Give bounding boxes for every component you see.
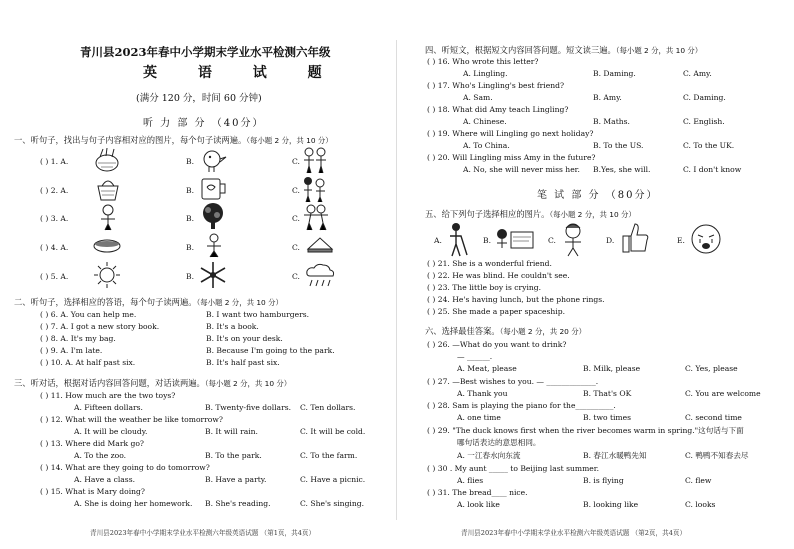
- dancing-kids-icon: [302, 203, 330, 231]
- answer-option: B. Milk, please: [583, 364, 641, 373]
- answer-option: C. To the farm.: [300, 451, 358, 460]
- answer-option: B. looking like: [583, 500, 639, 509]
- answer-option: C. Daming.: [683, 93, 726, 102]
- question-number: ( ) 4. A.: [40, 243, 69, 252]
- question-item: ( ) 21. She is a wonderful friend.: [427, 259, 552, 268]
- section-points: （每小题 2 分，共 10 分）: [549, 210, 636, 219]
- section-1-heading: [14, 134, 333, 146]
- hotdog-icon: [92, 235, 122, 255]
- bird-icon: [200, 147, 228, 173]
- question-number: ( ) 2. A.: [40, 186, 69, 195]
- question-number: ( ) 3. A.: [40, 214, 69, 223]
- answer-option: B. Because I'm going to the park.: [206, 346, 335, 355]
- option-label: C.: [292, 186, 300, 195]
- question-line: — ______.: [457, 352, 493, 361]
- question-item: ( ) 10. A. At half past six.: [40, 358, 136, 367]
- answer-option: B. two times: [583, 413, 632, 422]
- answer-option: A. Lingling.: [463, 69, 508, 78]
- answer-option: B. Maths.: [593, 117, 630, 126]
- answer-option: B. To the park.: [205, 451, 262, 460]
- section-heading-text: 二、听句子，选择相应的答语，每个句子读两遍。: [14, 297, 197, 307]
- boy-with-paper-icon: [493, 226, 535, 254]
- section-points: （每小题 2 分，共 10 分）: [196, 298, 283, 307]
- thumbs-up-icon: [617, 220, 651, 256]
- section-5-heading: [425, 208, 636, 220]
- answer-option: B. That's OK: [583, 389, 632, 398]
- answer-option: A. Have a class.: [74, 475, 136, 484]
- answer-option: B. Daming.: [593, 69, 636, 78]
- section-heading-text: 一、听句子，找出与句子内容相对应的图片，每个句子读两遍。: [14, 135, 247, 145]
- answer-option: B. I want two hamburgers.: [206, 310, 310, 319]
- section-6-heading: [425, 325, 586, 337]
- answer-option: A. Sam.: [463, 93, 493, 102]
- exam-title: 青川县2023年春中小学期末学业水平检测六年级: [80, 45, 331, 59]
- section-heading-text: 四、听短文，根据短文内容回答问题。短文读三遍。: [425, 45, 616, 55]
- answer-option: C. I don't know: [683, 165, 742, 174]
- answer-option: A. It will be cloudy.: [74, 427, 148, 436]
- answer-option: B. It's half past six.: [206, 358, 280, 367]
- answer-option: A. Fifteen dollars.: [74, 403, 143, 412]
- question-item: ( ) 27. —Best wishes to you. — _____________.: [427, 377, 599, 386]
- answer-option: C. English.: [683, 117, 725, 126]
- question-item: ( ) 25. She made a paper spaceship.: [427, 307, 565, 316]
- answer-option: A. look like: [457, 500, 500, 509]
- answer-option: B. Have a party.: [205, 475, 267, 484]
- option-label: B.: [186, 214, 194, 223]
- answer-option: A. Thank you: [457, 389, 508, 398]
- question-number: ( ) 1. A.: [40, 157, 69, 166]
- answer-option: A. one time: [457, 413, 501, 422]
- question-item: ( ) 26. —What do you want to drink?: [427, 340, 567, 349]
- answer-option: B. is flying: [583, 476, 624, 485]
- crying-face-icon: [689, 222, 723, 256]
- question-item: ( ) 9. A. I'm late.: [40, 346, 103, 355]
- option-label: B.: [186, 243, 194, 252]
- subject-title: 英 语 试 题: [143, 65, 340, 81]
- answer-option: C. She's singing.: [300, 499, 365, 508]
- question-item: ( ) 19. Where will Lingling go next holiday?: [427, 129, 594, 138]
- option-label: B.: [186, 272, 194, 281]
- question-item: ( ) 16. Who wrote this letter?: [427, 57, 539, 66]
- answer-option: C. To the UK.: [683, 141, 735, 150]
- section-points: （每小题 2 分，共 20 分）: [499, 327, 587, 336]
- question-item: ( ) 30 . My aunt _____ to Beijing last summer.: [427, 464, 600, 473]
- picture-label: B.: [483, 236, 491, 245]
- answer-option: A. To the zoo.: [74, 451, 127, 460]
- question-item: ( ) 24. He's having lunch, but the phone rings.: [427, 295, 605, 304]
- picture-label: D.: [606, 236, 615, 245]
- sandwich-icon: [306, 235, 334, 255]
- question-line: 哪句话表达的意思相同。: [457, 438, 541, 447]
- answer-option: A. To China.: [463, 141, 510, 150]
- picture-label: E.: [677, 236, 685, 245]
- answer-option: C. Ten dollars.: [300, 403, 356, 412]
- question-item: ( ) 28. Sam is playing the piano for the__________.: [427, 401, 616, 410]
- answer-option: C. looks: [685, 500, 716, 509]
- question-item: ( ) 31. The bread____ nice.: [427, 488, 528, 497]
- option-label: B.: [186, 186, 194, 195]
- answer-option: A. flies: [457, 476, 484, 485]
- answer-option: B. 春江水暖鸭先知: [583, 451, 647, 460]
- answer-option: C. Have a picnic.: [300, 475, 366, 484]
- rain-cloud-icon: [304, 262, 336, 290]
- option-label: B.: [186, 157, 194, 166]
- question-number: ( ) 5. A.: [40, 272, 69, 281]
- exam-page-2: [397, 0, 794, 549]
- answer-option: B. It will rain.: [205, 427, 258, 436]
- exam-info: (满分 120 分，时间 60 分钟): [136, 93, 262, 104]
- section-heading-text: 五、给下列句子选择相应的图片。: [425, 209, 550, 219]
- answer-option: C. 鸭鸭不知春去尽: [685, 451, 749, 460]
- question-item: ( ) 29. "The duck knows first when the river becomes warm in spring."这句话与下面: [427, 426, 744, 435]
- pineapple-icon: [92, 147, 122, 173]
- children-group-icon: [300, 175, 330, 203]
- answer-option: A. She is doing her homework.: [74, 499, 193, 508]
- picture-label: C.: [548, 236, 556, 245]
- answer-option: C. Amy.: [683, 69, 712, 78]
- section-points: （每小题 2 分，共 10 分）: [615, 46, 703, 55]
- basket-icon: [95, 176, 121, 202]
- section-2-heading: [14, 296, 283, 308]
- person-icon: [200, 232, 228, 258]
- question-item: ( ) 22. He was blind. He couldn't see.: [427, 271, 570, 280]
- answer-option: A. Chinese.: [463, 117, 507, 126]
- listening-part-heading: 听 力 部 分 （40分）: [143, 118, 265, 129]
- question-item: ( ) 11. How much are the two toys?: [40, 391, 176, 400]
- question-item: ( ) 23. The little boy is crying.: [427, 283, 542, 292]
- answer-option: B. It's on your desk.: [206, 334, 283, 343]
- written-part-heading: 笔 试 部 分 （80分）: [537, 190, 659, 201]
- question-item: ( ) 13. Where did Mark go?: [40, 439, 144, 448]
- question-item: ( ) 7. A. I got a new story book.: [40, 322, 160, 331]
- page-footer: 青川县2023年春中小学期末学业水平检测六年级英语试题 （第2页，共4页）: [461, 529, 687, 537]
- question-item: ( ) 6. A. You can help me.: [40, 310, 137, 319]
- boy-icon: [96, 203, 120, 231]
- children-icon: [300, 146, 330, 174]
- page-footer: 青川县2023年春中小学期末学业水平检测六年级英语试题 （第1页，共4页）: [90, 529, 316, 537]
- question-item: ( ) 18. What did Amy teach Lingling?: [427, 105, 569, 114]
- answer-option: B. She's reading.: [205, 499, 271, 508]
- answer-option: A. No, she will never miss her.: [463, 165, 580, 174]
- question-item: ( ) 15. What is Mary doing?: [40, 487, 145, 496]
- girl-on-phone-icon: [557, 222, 591, 258]
- question-item: ( ) 12. What will the weather be like tomorrow?: [40, 415, 223, 424]
- answer-option: C. flew: [685, 476, 712, 485]
- answer-option: C. second time: [685, 413, 742, 422]
- answer-option: B.Yes, she will.: [593, 165, 651, 174]
- option-label: C.: [292, 272, 300, 281]
- section-3-heading: [14, 377, 291, 389]
- answer-option: A. 一江春水向东流: [457, 451, 521, 460]
- option-label: C.: [292, 243, 300, 252]
- section-points: （每小题 2 分，共 10 分）: [204, 379, 292, 388]
- answer-option: C. Yes, please: [685, 364, 738, 373]
- section-heading-text: 六、选择最佳答案。: [425, 326, 500, 336]
- question-item: ( ) 8. A. It's my bag.: [40, 334, 116, 343]
- answer-option: B. To the US.: [593, 141, 644, 150]
- mug-icon: [199, 176, 229, 202]
- answer-option: B. Twenty-five dollars.: [205, 403, 292, 412]
- section-heading-text: 三、听对话，根据对话内容回答问题，对话读两遍。: [14, 378, 205, 388]
- question-item: ( ) 20. Will Lingling miss Amy in the future?: [427, 153, 596, 162]
- blind-man-icon: [445, 222, 471, 258]
- snowflake-icon: [198, 260, 228, 290]
- sun-icon: [92, 260, 122, 290]
- tree-icon: [198, 202, 228, 230]
- answer-option: C. It will be cold.: [300, 427, 366, 436]
- section-points: （每小题 2 分，共 10 分）: [246, 136, 333, 145]
- question-item: ( ) 14. What are they going to do tomorrow?: [40, 463, 210, 472]
- option-label: C.: [292, 214, 300, 223]
- picture-label: A.: [434, 236, 442, 245]
- section-4-heading: [425, 44, 702, 56]
- question-item: ( ) 17. Who's Lingling's best friend?: [427, 81, 565, 90]
- answer-option: C. You are welcome: [685, 389, 761, 398]
- answer-option: A. Meat, please: [457, 364, 517, 373]
- answer-option: B. Amy.: [593, 93, 622, 102]
- answer-option: B. It's a book.: [206, 322, 259, 331]
- option-label: C.: [292, 157, 300, 166]
